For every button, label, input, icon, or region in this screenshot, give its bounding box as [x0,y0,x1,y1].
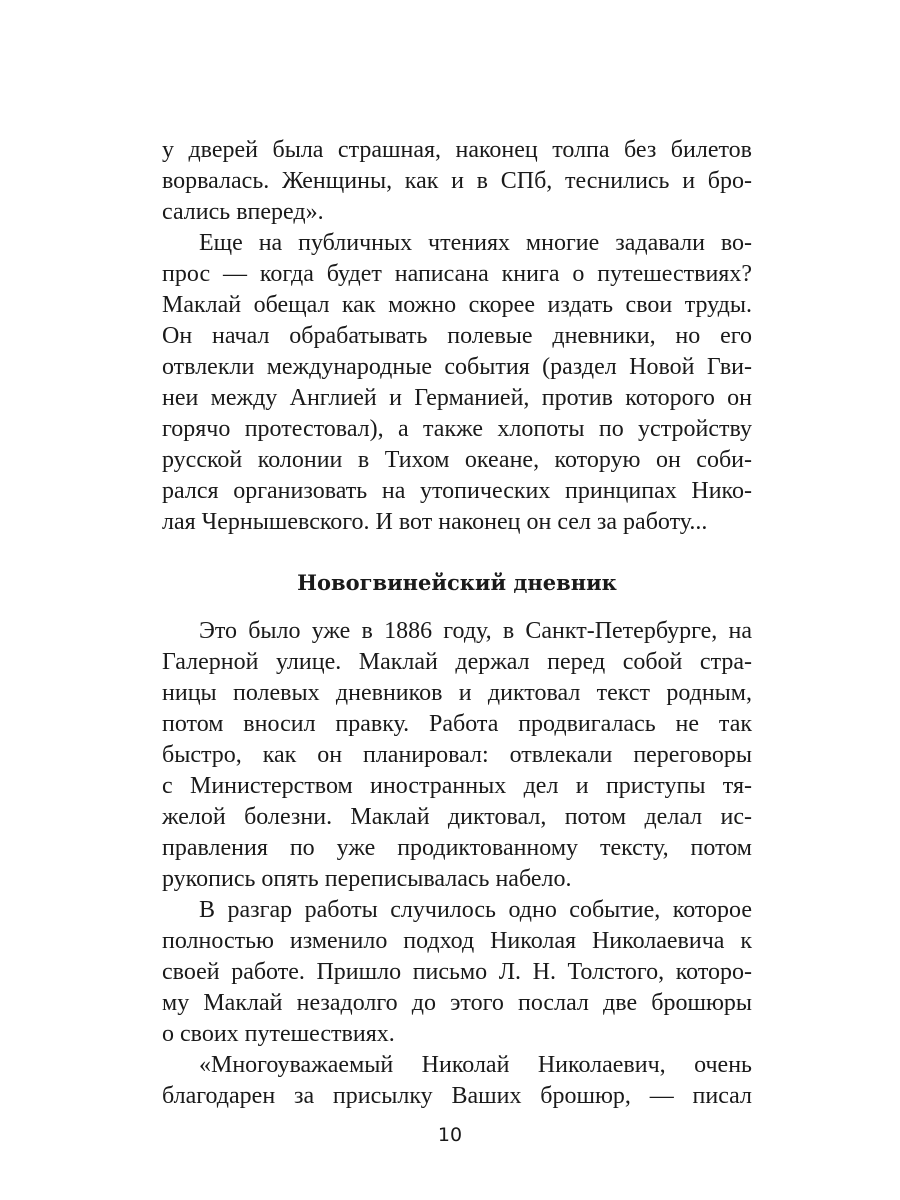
text-line: полностью изменило подход Николая Николаевича к [162,928,752,954]
text-line: прос — когда будет написана книга о путешествиях? [162,261,752,287]
text-line: рался организовать на утопических принципах Нико- [162,478,752,504]
text-line: Он начал обрабатывать полевые дневники, но его [162,323,752,349]
chapter-heading: Новогвинейский дневник [297,570,617,595]
text-line: правления по уже продиктованному тексту, потом [162,835,752,861]
text-line: ницы полевых дневников и диктовал текст родным, [162,680,752,706]
page-number: 10 [437,1124,463,1146]
text-line: лая Чернышевского. И вот наконец он сел за работу... [162,509,708,535]
paragraph [162,616,752,895]
paragraph [162,228,752,538]
text-line: рукопись опять переписывалась набело. [162,866,572,892]
text-line: му Маклай незадолго до этого послал две брошюры [162,990,752,1016]
text-line: Маклай обещал как можно скорее издать свои труды. [162,292,752,318]
text-line: у дверей была страшная, наконец толпа без билетов [162,137,752,163]
text-line: Галерной улице. Маклай держал перед собой стра- [162,649,752,675]
text-line: Еще на публичных чтениях многие задавали во- [199,230,752,256]
text-line: Это было уже в 1886 году, в Санкт-Петербурге, на [199,618,752,644]
text-line: своей работе. Пришло письмо Л. Н. Толстого, которо- [162,959,752,985]
text-line: желой болезни. Маклай диктовал, потом делал ис- [162,804,752,830]
text-section-2 [162,616,752,1112]
text-line: сались вперед». [162,199,324,225]
text-line: отвлекли международные события (раздел Новой Гви- [162,354,752,380]
text-line: В разгар работы случилось одно событие, которое [199,897,752,923]
paragraph [162,1050,752,1112]
paragraph [162,895,752,1050]
text-line: о своих путешествиях. [162,1021,395,1047]
text-line: русской колонии в Тихом океане, которую он соби- [162,447,752,473]
text-line: горячо протестовал), а также хлопоты по устройству [162,416,752,442]
text-line: благодарен за присылку Ваших брошюр, — писал [162,1083,752,1109]
text-line: потом вносил правку. Работа продвигалась не так [162,711,752,737]
text-line: неи между Англией и Германией, против которого он [162,385,752,411]
text-line: «Многоуважаемый Николай Николаевич, очень [199,1052,752,1078]
text-line: ворвалась. Женщины, как и в СПб, теснились и бро- [162,168,752,194]
text-line: с Министерством иностранных дел и приступы тя- [162,773,752,799]
text-section-1 [162,135,752,538]
text-line: быстро, как он планировал: отвлекали переговоры [162,742,752,768]
paragraph [162,135,752,228]
